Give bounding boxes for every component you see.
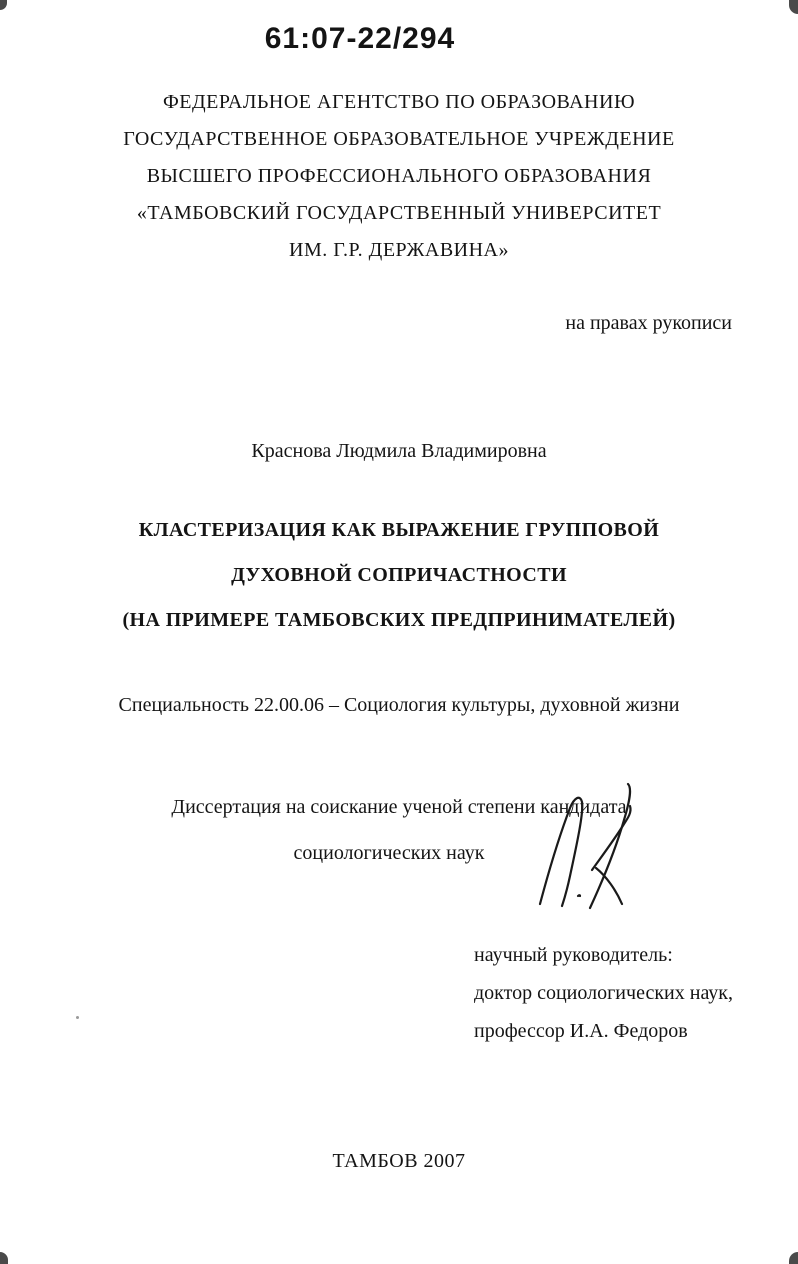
dissertation-line: социологических наук [293, 842, 485, 864]
scan-speck [76, 1016, 79, 1019]
header-line: ФЕДЕРАЛЬНОЕ АГЕНТСТВО ПО ОБРАЗОВАНИЮ [162, 91, 635, 113]
scan-artifact-top-right [789, 0, 798, 14]
scan-artifact-bottom-right [789, 1252, 798, 1264]
header-line: «ТАМБОВСКИЙ ГОСУДАРСТВЕННЫЙ УНИВЕРСИТЕТ [136, 202, 662, 224]
handwritten-signature [532, 778, 652, 913]
author-name: Краснова Людмила Владимировна [251, 440, 547, 462]
specialty-line: Специальность 22.00.06 – Социология культуры, духовной жизни [118, 694, 680, 716]
institution-header [0, 84, 798, 269]
header-line: ИМ. Г.Р. ДЕРЖАВИНА» [289, 239, 509, 261]
scan-artifact-bottom-left [0, 1252, 8, 1264]
catalog-number: 61:07-22/294 [264, 22, 456, 55]
dissertation-statement [0, 784, 798, 876]
scan-artifact-top-left [0, 0, 7, 10]
supervisor-block [474, 936, 733, 1050]
supervisor-line: профессор И.А. Федоров [474, 1020, 688, 1042]
title-line: (НА ПРИМЕРЕ ТАМБОВСКИХ ПРЕДПРИНИМАТЕЛЕЙ) [122, 609, 676, 631]
supervisor-line: научный руководитель: [474, 944, 673, 966]
title-line: КЛАСТЕРИЗАЦИЯ КАК ВЫРАЖЕНИЕ ГРУППОВОЙ [138, 519, 660, 541]
header-line: ВЫСШЕГО ПРОФЕССИОНАЛЬНОГО ОБРАЗОВАНИЯ [146, 165, 652, 187]
supervisor-line: доктор социологических наук, [474, 982, 734, 1004]
manuscript-rights-note: на правах рукописи [565, 312, 732, 334]
dissertation-title [0, 508, 798, 643]
header-line: ГОСУДАРСТВЕННОЕ ОБРАЗОВАТЕЛЬНОЕ УЧРЕЖДЕНИЕ [123, 128, 675, 150]
title-line: ДУХОВНОЙ СОПРИЧАСТНОСТИ [231, 564, 567, 586]
signature-icon [532, 778, 652, 913]
city-year: ТАМБОВ 2007 [332, 1150, 466, 1172]
dissertation-line: Диссертация на соискание ученой степени кандидата [171, 796, 627, 818]
